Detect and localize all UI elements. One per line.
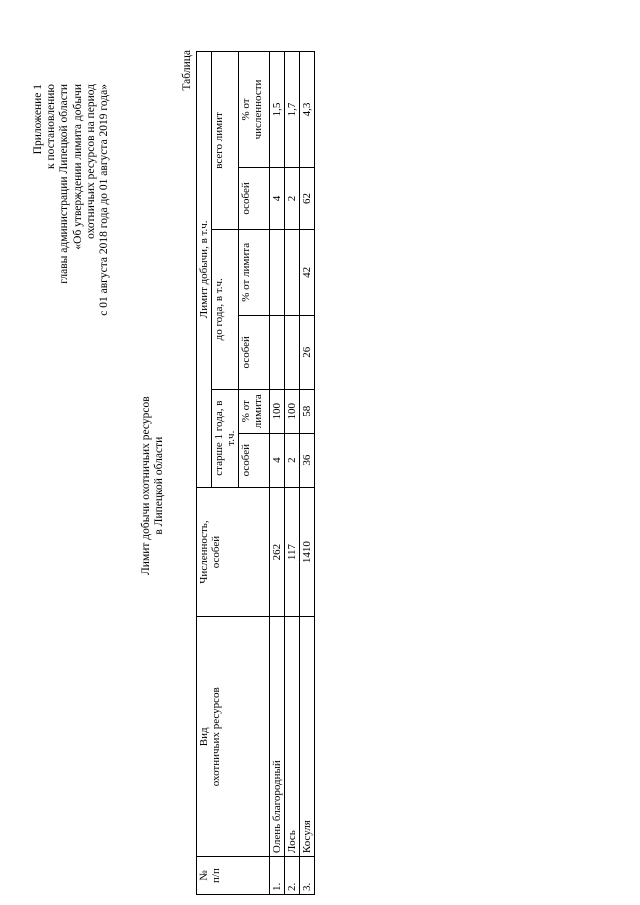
header-species: Вид охотничьих ресурсов [197, 617, 270, 857]
header-older: старше 1 года, в т.ч. [212, 389, 239, 487]
cell-total-count: 2 [285, 167, 300, 229]
cell-younger-count: 26 [300, 315, 315, 389]
cell-older-pct: 100 [270, 389, 285, 433]
title-line-2: в Липецкой области [153, 436, 165, 535]
cell-population: 262 [270, 487, 285, 617]
cell-total-pct: 1,7 [285, 52, 300, 168]
cell-older-pct: 58 [300, 389, 315, 433]
cell-older-count: 36 [300, 433, 315, 487]
cell-younger-pct [285, 229, 300, 315]
cell-species: Лось [285, 617, 300, 857]
header-row [197, 52, 212, 895]
cell-older-count: 2 [285, 433, 300, 487]
cell-total-pct: 4,3 [300, 52, 315, 168]
cell-num: 2. [285, 857, 300, 895]
header-older-pct: % от лимита [239, 389, 270, 433]
cell-species: Косуля [300, 617, 315, 857]
header-total: всего лимит [212, 52, 239, 230]
document-title [140, 396, 166, 575]
cell-total-count: 62 [300, 167, 315, 229]
appendix-line: охотничьих ресурсов на период [84, 84, 97, 239]
header-limit: Лимит добычи, в т.ч. [197, 52, 212, 488]
cell-population: 117 [285, 487, 300, 617]
cell-younger-pct: 42 [300, 229, 315, 315]
table-row [300, 52, 315, 895]
header-younger: до года, в т.ч. [212, 229, 239, 389]
appendix-block [32, 84, 111, 316]
cell-total-pct: 1,5 [270, 52, 285, 168]
cell-younger-count [285, 315, 300, 389]
title-line-1: Лимит добычи охотничьих ресурсов [140, 396, 152, 575]
table-row [285, 52, 300, 895]
cell-num: 3. [300, 857, 315, 895]
cell-population: 1410 [300, 487, 315, 617]
appendix-line: «Об утверждении лимита добычи [71, 84, 84, 250]
cell-younger-pct [270, 229, 285, 315]
header-population: Численность, особей [197, 487, 270, 617]
cell-younger-count [270, 315, 285, 389]
cell-total-count: 4 [270, 167, 285, 229]
header-total-count: особей [239, 167, 270, 229]
header-older-count: особей [239, 433, 270, 487]
appendix-line: с 01 августа 2018 года до 01 августа 2019 года» [98, 84, 111, 316]
header-num: № п/п [197, 857, 270, 895]
cell-older-count: 4 [270, 433, 285, 487]
table-label: Таблица [181, 50, 193, 91]
header-younger-count: особей [239, 315, 270, 389]
table-row [270, 52, 285, 895]
limit-table [196, 51, 315, 895]
cell-num: 1. [270, 857, 285, 895]
cell-older-pct: 100 [285, 389, 300, 433]
appendix-line: к постановлению [45, 84, 58, 169]
header-total-pct: % от численности [239, 52, 270, 168]
appendix-line: Приложение 1 [32, 84, 44, 155]
header-younger-pct: % от лимита [239, 229, 270, 315]
appendix-line: главы администрации Липецкой области [58, 84, 71, 284]
cell-species: Олень благородный [270, 617, 285, 857]
